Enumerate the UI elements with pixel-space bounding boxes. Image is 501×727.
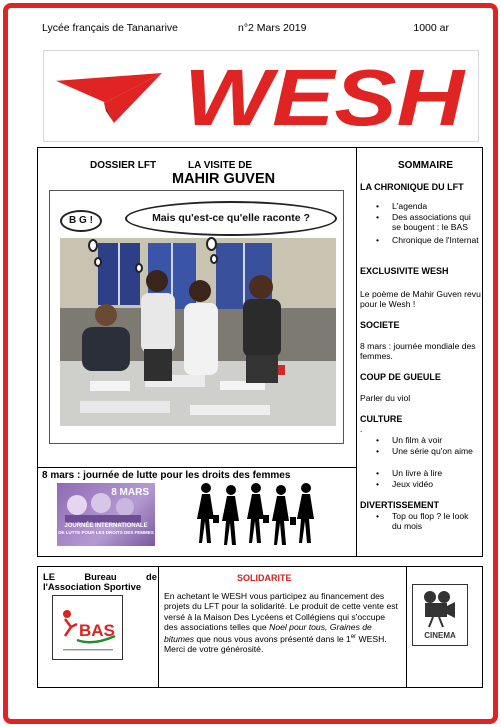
banner-title: WESH bbox=[184, 53, 467, 142]
bas-runner-logo bbox=[53, 596, 122, 659]
coup-text: Parler du viol bbox=[360, 393, 411, 403]
bottom-section bbox=[37, 566, 483, 688]
article-title: MAHIR GUVEN bbox=[172, 171, 276, 187]
cinema-logo bbox=[412, 584, 468, 646]
sommaire-item: • L'agenda bbox=[392, 201, 480, 211]
price: 1000 ar bbox=[413, 22, 449, 34]
cinema-label: CINEMA bbox=[424, 631, 456, 640]
sommaire-item: • Top ou flop ? le look du mois bbox=[392, 511, 480, 531]
bas-logo bbox=[52, 595, 123, 660]
visit-photo bbox=[49, 190, 344, 444]
issue-number: n°2 Mars 2019 bbox=[238, 22, 307, 34]
lutte-title: 8 mars : journée de lutte pour les droits des femmes bbox=[42, 470, 291, 481]
section-culture: CULTURE bbox=[360, 414, 403, 424]
poster-line-1: JOURNÉE INTERNATIONALE bbox=[64, 523, 148, 529]
poster-line-2: DE LUTTE POUR LES DROITS DES FEMMES bbox=[58, 530, 154, 535]
sommaire-title: SOMMAIRE bbox=[398, 160, 453, 171]
solidarite-text: En achetant le WESH vous participez au financement des projets du LFT pour la solidarité. Le produit de cette vente est versé à la Maison Des Lycéens et Collégiens qui s'occupe des associations telles que Noel pour tous, Graines de bitumes que nous vous avons présenté dans le 1er WESH. Merci de votre générosité. bbox=[164, 591, 398, 655]
paper-plane-icon bbox=[44, 51, 480, 143]
masthead-header bbox=[42, 22, 459, 38]
film-camera-icon bbox=[413, 585, 467, 629]
column-divider bbox=[356, 148, 357, 556]
poster-date: 8 MARS bbox=[111, 487, 149, 498]
sommaire-item: • Un livre à lire bbox=[392, 468, 480, 478]
section-divertissement: DIVERTISSEMENT bbox=[360, 500, 440, 510]
bottom-divider bbox=[406, 567, 407, 687]
women-silhouettes-illustration bbox=[193, 481, 323, 547]
school-name: Lycée français de Tananarive bbox=[42, 22, 179, 34]
main-section bbox=[37, 147, 483, 557]
bubble-dot bbox=[135, 263, 143, 273]
exclusivite-text: Le poème de Mahir Guven revu pour le Wesh ! bbox=[360, 289, 481, 310]
societe-text: 8 mars : journée mondiale des femmes. bbox=[360, 341, 476, 362]
section-chronique: LA CHRONIQUE DU LFT bbox=[360, 182, 464, 192]
culture-dot: . bbox=[360, 424, 363, 434]
row-divider bbox=[38, 467, 356, 468]
sommaire-item: • Un film à voir bbox=[392, 435, 480, 445]
speech-bubble-right: Mais qu'est-ce qu'elle raconte ? bbox=[125, 201, 337, 236]
wesh-banner bbox=[43, 50, 479, 142]
svg-text:BAS: BAS bbox=[79, 621, 115, 640]
bubble-dot bbox=[210, 254, 218, 264]
sommaire-item: • Chronique de l'Internat bbox=[392, 235, 480, 245]
journee-poster bbox=[57, 483, 155, 546]
sommaire-item: • Jeux vidéo bbox=[392, 479, 480, 489]
dossier-label: DOSSIER LFT bbox=[90, 160, 157, 171]
bubble-dot bbox=[94, 257, 102, 267]
speech-bubble-left: B G ! bbox=[60, 210, 102, 232]
sommaire-item: • Des associations qui se bougent : le BAS bbox=[392, 212, 480, 232]
section-coup-de-gueule: COUP DE GUEULE bbox=[360, 372, 441, 382]
section-exclusivite: EXCLUSIVITE WESH bbox=[360, 266, 449, 276]
bubble-dot bbox=[206, 237, 217, 251]
bottom-divider bbox=[158, 567, 159, 687]
solidarite-title: SOLIDARITE bbox=[237, 573, 292, 583]
bubble-dot bbox=[88, 239, 98, 252]
sommaire-item: • Une série qu'on aime bbox=[392, 446, 480, 456]
visite-label: LA VISITE DE bbox=[188, 160, 253, 171]
section-societe: SOCIETE bbox=[360, 320, 400, 330]
bureau-heading: LE Bureau de l'Association Sportive bbox=[43, 571, 157, 592]
